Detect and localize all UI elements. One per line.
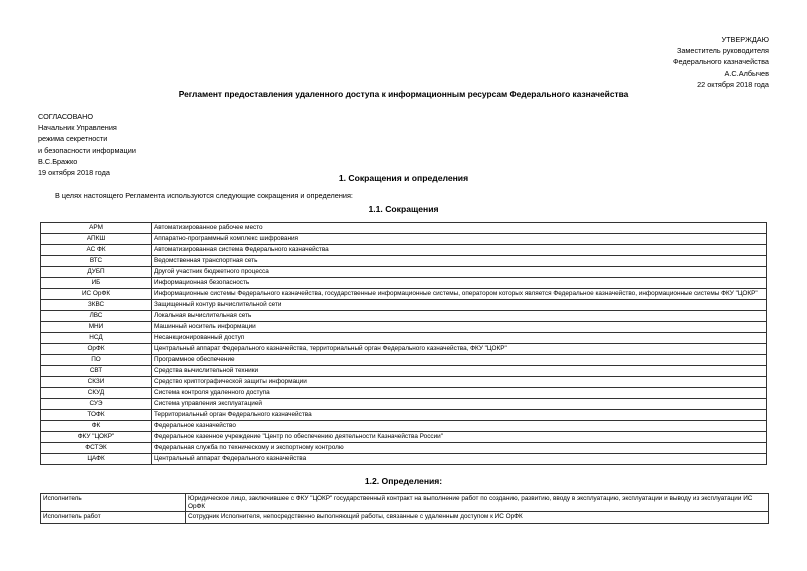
desc-cell: Информационные системы Федерального казначейства, государственные информационные системы, оператором которых является Федеральное казначейство, информационные системы ФКУ "ЦОКР" <box>152 289 767 300</box>
desc-cell: Другой участник бюджетного процесса <box>152 267 767 278</box>
definition-cell: Юридическое лицо, заключившее с ФКУ "ЦОКР" государственный контракт на выполнение работ по созданию, развитию, вводу в эксплуатацию, эксплуатации и выводу из эксплуатации ИС ОрФК <box>186 494 769 512</box>
desc-cell: Центральный аппарат Федерального казначейства, территориальный орган Федерального казначейства, ФКУ "ЦОКР" <box>152 344 767 355</box>
abbreviations-table <box>40 222 767 465</box>
table-row <box>41 377 767 388</box>
abbr-cell: АПКШ <box>41 234 152 245</box>
abbr-cell: ИС ОрФК <box>41 289 152 300</box>
desc-cell: Федеральная служба по техническому и экспортному контролю <box>152 443 767 454</box>
agreement-line: В.С.Бражко <box>38 156 78 166</box>
table-row <box>41 278 767 289</box>
desc-cell: Информационная безопасность <box>152 278 767 289</box>
table-row <box>41 300 767 311</box>
table-row <box>41 494 769 512</box>
desc-cell: Машинный носитель информации <box>152 322 767 333</box>
abbr-cell: ТОФК <box>41 410 152 421</box>
abbr-cell: ВТС <box>41 256 152 267</box>
table-row <box>41 333 767 344</box>
abbr-cell: ПО <box>41 355 152 366</box>
desc-cell: Автоматизированное рабочее место <box>152 223 767 234</box>
approval-line: Заместитель руководителя <box>676 46 769 56</box>
abbr-cell: ДУБП <box>41 267 152 278</box>
abbr-cell: СКЗИ <box>41 377 152 388</box>
definitions-table <box>40 493 769 524</box>
table-row <box>41 366 767 377</box>
intro-paragraph: В целях настоящего Регламента используются следующие сокращения и определения: <box>55 191 353 200</box>
approval-line: Федерального казначейства <box>673 57 769 67</box>
desc-cell: Система управления эксплуатацией <box>152 399 767 410</box>
table-row <box>41 311 767 322</box>
approval-line: УТВЕРЖДАЮ <box>721 35 769 44</box>
table-row <box>41 355 767 366</box>
agreement-block <box>38 111 136 178</box>
table-row <box>41 245 767 256</box>
abbr-cell: АРМ <box>41 223 152 234</box>
abbr-cell: СКУД <box>41 388 152 399</box>
abbr-cell: АС ФК <box>41 245 152 256</box>
document-title: Регламент предоставления удаленного доступа к информационным ресурсам Федерального казначейства <box>178 89 629 99</box>
abbr-cell: НСД <box>41 333 152 344</box>
approval-block <box>673 34 769 90</box>
table-row <box>41 322 767 333</box>
desc-cell: Ведомственная транспортная сеть <box>152 256 767 267</box>
desc-cell: Территориальный орган Федерального казначейства <box>152 410 767 421</box>
table-row <box>41 267 767 278</box>
desc-cell: Программное обеспечение <box>152 355 767 366</box>
desc-cell: Локальная вычислительная сеть <box>152 311 767 322</box>
term-cell: Исполнитель работ <box>41 512 186 524</box>
table-row <box>41 289 767 300</box>
desc-cell: Аппаратно-программный комплекс шифрования <box>152 234 767 245</box>
abbr-cell: ЦАФК <box>41 454 152 465</box>
table-row <box>41 399 767 410</box>
term-cell: Исполнитель <box>41 494 186 512</box>
abbr-cell: ФКУ "ЦОКР" <box>41 432 152 443</box>
abbr-cell: ФК <box>41 421 152 432</box>
desc-cell: Центральный аппарат Федерального казначейства <box>152 454 767 465</box>
table-row <box>41 256 767 267</box>
abbr-cell: ОрФК <box>41 344 152 355</box>
agreement-line: режима секретности <box>38 134 108 144</box>
abbr-cell: ЛВС <box>41 311 152 322</box>
table-row <box>41 421 767 432</box>
abbr-cell: ИБ <box>41 278 152 289</box>
abbreviations-table-body <box>41 223 767 465</box>
agreement-line: и безопасности информации <box>38 145 136 155</box>
abbr-cell: СУЭ <box>41 399 152 410</box>
table-row <box>41 443 767 454</box>
section-heading-1-1: 1.1. Сокращения <box>368 204 439 214</box>
table-row <box>41 512 769 524</box>
desc-cell: Средство криптографической защиты информации <box>152 377 767 388</box>
abbr-cell: МНИ <box>41 322 152 333</box>
section-heading-1: 1. Сокращения и определения <box>338 173 469 183</box>
table-row <box>41 388 767 399</box>
definitions-table-body <box>41 494 769 524</box>
desc-cell: Автоматизированная система Федерального казначейства <box>152 245 767 256</box>
table-row <box>41 454 767 465</box>
desc-cell: Федеральное казначейство <box>152 421 767 432</box>
abbr-cell: ФСТЭК <box>41 443 152 454</box>
desc-cell: Средства вычислительной техники <box>152 366 767 377</box>
desc-cell: Защищенный контур вычислительной сети <box>152 300 767 311</box>
approval-line: А.С.Албычев <box>724 68 769 78</box>
table-row <box>41 432 767 443</box>
section-heading-1-2: 1.2. Определения: <box>364 476 443 486</box>
agreement-line: 19 октября 2018 года <box>38 168 110 178</box>
desc-cell: Федеральное казенное учреждение "Центр по обеспечению деятельности Казначейства России" <box>152 432 767 443</box>
agreement-line: Начальник Управления <box>38 123 117 133</box>
abbr-cell: СВТ <box>41 366 152 377</box>
desc-cell: Несанкционированный доступ <box>152 333 767 344</box>
abbr-cell: ЗКВС <box>41 300 152 311</box>
table-row <box>41 410 767 421</box>
desc-cell: Система контроля удаленного доступа <box>152 388 767 399</box>
table-row <box>41 344 767 355</box>
agreement-line: СОГЛАСОВАНО <box>38 112 94 121</box>
table-row <box>41 234 767 245</box>
definition-cell: Сотрудник Исполнителя, непосредственно выполняющий работы, связанные с удаленным доступом к ИС ОрФК <box>186 512 769 524</box>
approval-line: 22 октября 2018 года <box>697 79 769 89</box>
table-row <box>41 223 767 234</box>
